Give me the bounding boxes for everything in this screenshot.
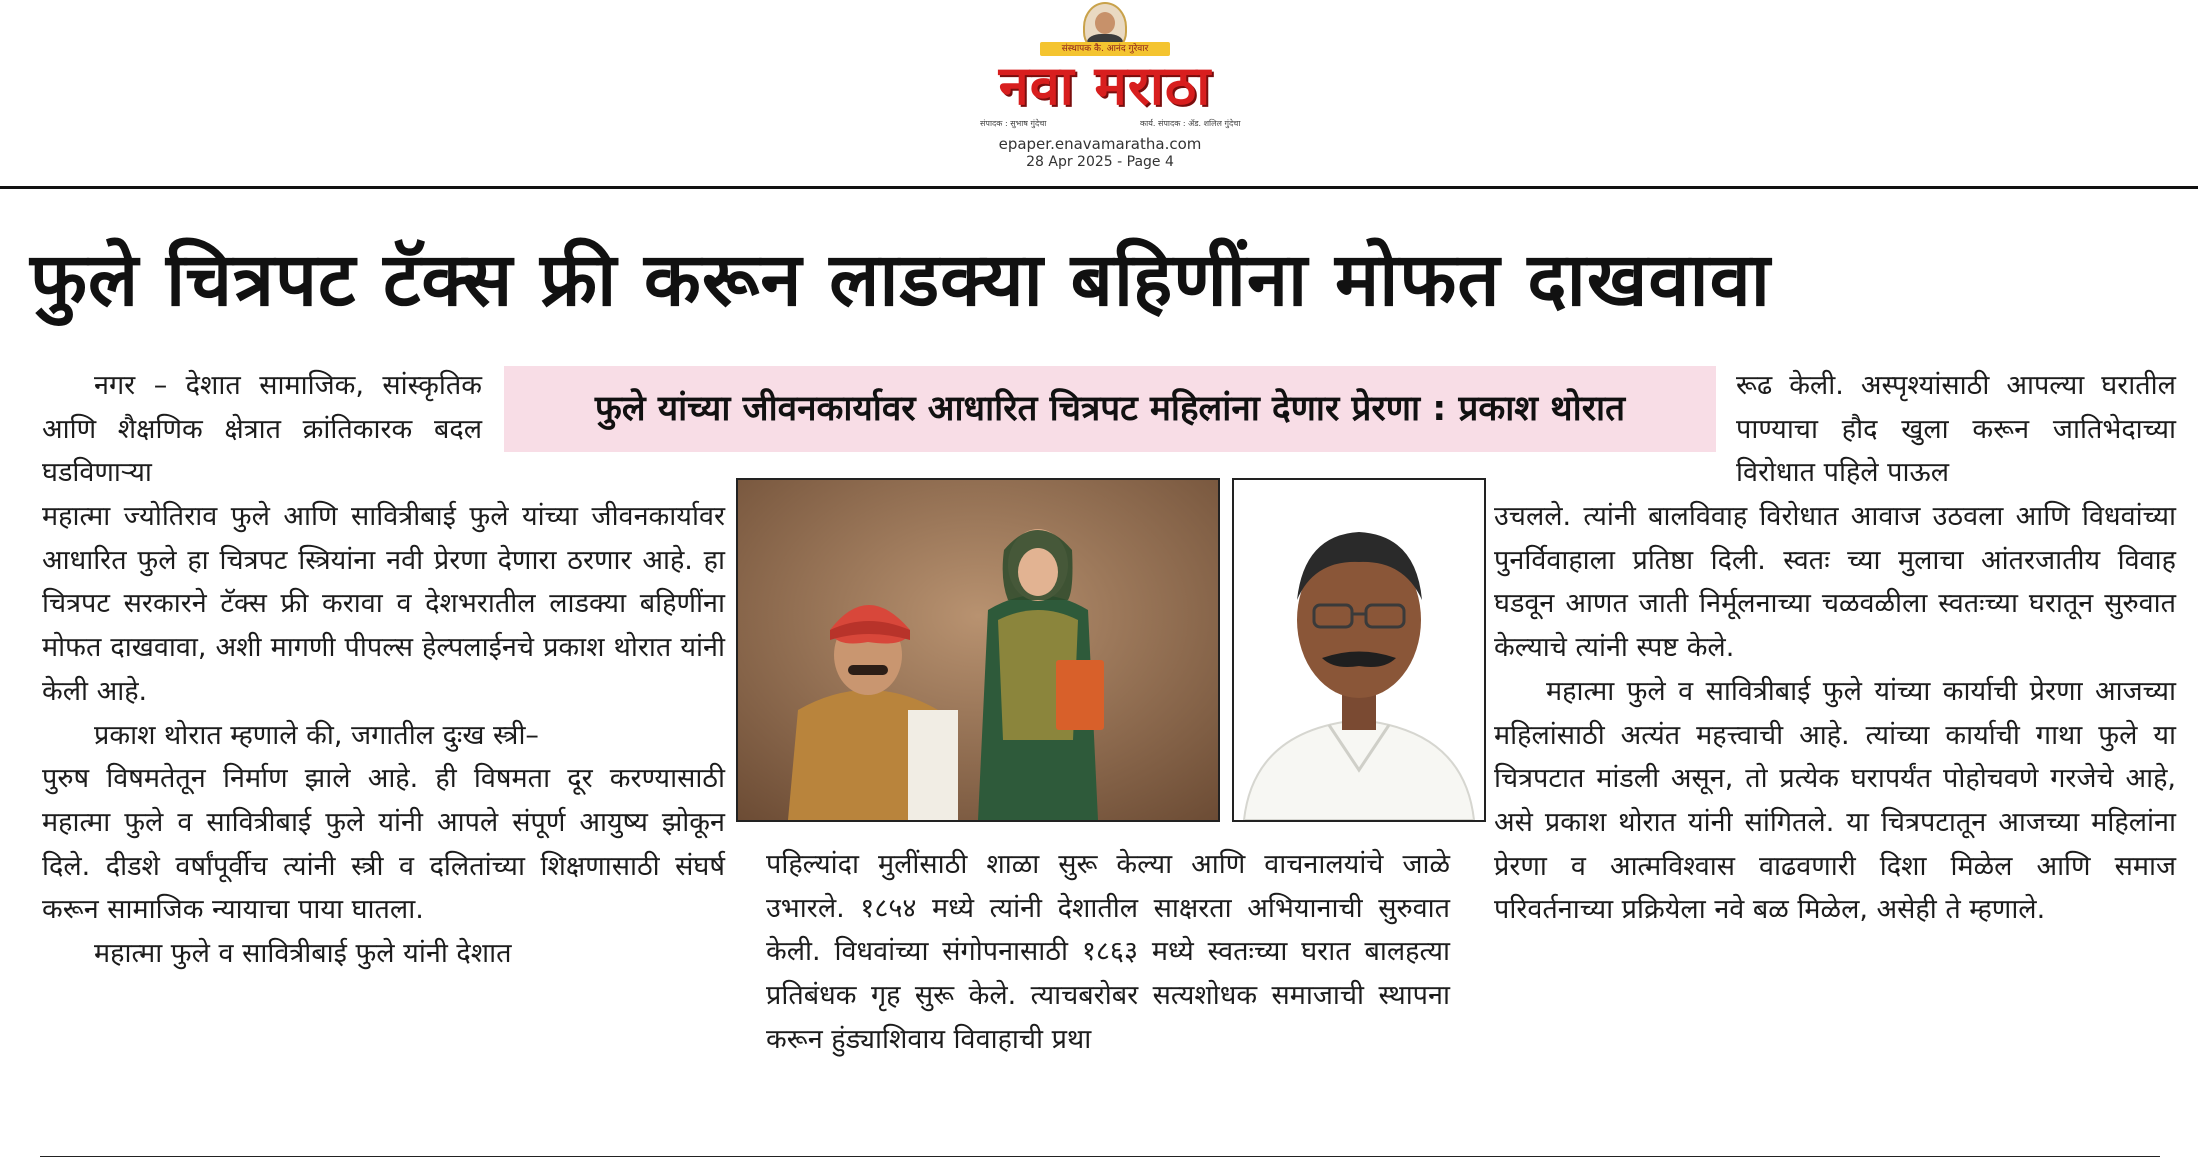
left-column-top [42,364,482,495]
page-reference: 28 Apr 2025 - Page 4 [1026,154,1174,170]
article-headline: फुले चित्रपट टॅक्स फ्री करून लाडक्या बहिणींना मोफत दाखवावा [30,237,1771,323]
logo-banner: संस्थापक कै. आनंद गुरेवार [1040,42,1170,56]
masthead [0,0,2198,185]
right-paragraph-2: महात्मा फुले व सावित्रीबाई फुले यांच्या कार्याची प्रेरणा आजच्या महिलांसाठी अत्यंत महत्त्वाची आहे. त्यांच्या कार्याची गाथा फुले या चित्रपटात मांडली असून, तो प्रत्येक घरापर्यंत पोहोचवणे गरजेचे आहे, असे प्रकाश थोरात यांनी सांगितले. या चित्रपटातून आजच्या महिलांना प्रेरणा व आत्मविश्वास वाढवणारी दिशा मिळेल आणि समाज परिवर्तनाच्या प्रक्रियेला नवे बळ मिळेल, असेही ते म्हणाले. [1494,675,2176,926]
top-divider [0,186,2198,189]
website-url[interactable]: epaper.enavamaratha.com [998,135,1202,153]
right-paragraph-start: रूढ केली. अस्पृश्यांसाठी आपल्या घरातील पाण्याचा हौद खुला करून जातिभेदाच्या विरोधात पहिले पाऊल [1736,370,2176,489]
film-still-photo [736,478,1220,822]
paragraph-2-start: प्रकाश थोरात म्हणाले की, जगातील दुःख स्त्री– [94,719,539,751]
newspaper-logo: नवा मराठा [998,53,1212,117]
article-subheadline: फुले यांच्या जीवनकार्यावर आधारित चित्रपट महिलांना देणार प्रेरणा : प्रकाश थोरात [504,366,1716,452]
left-column [42,495,725,976]
right-column-top [1736,364,2176,495]
middle-paragraph: पहिल्यांदा मुलींसाठी शाळा सुरू केल्या आणि वाचनालयांचे जाळे उभारले. १८५४ मध्ये त्यांनी देशातील साक्षरता अभियानाची सुरुवात केली. विधवांच्या संगोपनासाठी १८६३ मध्ये स्वतःच्या घरात बालहत्या प्रतिबंधक गृह सुरू केले. त्याचबरोबर सत्यशोधक समाजाची स्थापना करून हुंड्याशिवाय विवाहाची प्रथा [766,849,1450,1055]
executive-editor-credit: कार्य. संपादक : ॲड. शलिल गुंदेचा [1140,119,1241,128]
editor-credit: संपादक : सुभाष गुंदेचा [980,119,1047,128]
middle-column [766,843,1450,1062]
right-column [1494,495,2176,932]
paragraph-3: महात्मा फुले व सावित्रीबाई फुले यांनी देशात [94,938,512,970]
lead-paragraph-rest: महात्मा ज्योतिराव फुले आणि सावित्रीबाई फुले यांच्या जीवनकार्यावर आधारित फुले हा चित्रपट स्त्रियांना नवी प्रेरणा देणारा ठरणार आहे. हा चित्रपट सरकारने टॅक्स फ्री करावा व देशभरातील लाडक्या बहिणींना मोफत दाखवावा, अशी मागणी पीपल्स हेल्पलाईनचे प्रकाश थोरात यांनी केली आहे. [42,501,725,707]
lead-paragraph-start: नगर – देशात सामाजिक, सांस्कृतिक आणि शैक्षणिक क्षेत्रात क्रांतिकारक बदल घडविणाऱ्या [42,370,482,489]
portrait-photo [1232,478,1486,822]
paragraph-2-rest: पुरुष विषमतेतून निर्माण झाले आहे. ही विषमता दूर करण्यासाठी महात्मा फुले व सावित्रीबाई फुले यांनी आपले संपूर्ण आयुष्य झोकून दिले. दीडशे वर्षांपूर्वीच त्यांनी स्त्री व दलितांच्या शिक्षणासाठी संघर्ष करून सामाजिक न्यायाचा पाया घातला. [42,763,725,926]
right-paragraph-rest: उचलले. त्यांनी बालविवाह विरोधात आवाज उठवला आणि विधवांच्या पुनर्विवाहाला प्रतिष्ठा दिली. स्वतः च्या मुलाचा आंतरजातीय विवाह घडवून आणत जाती निर्मूलनाच्या चळवळीला स्वतःच्या घरातून सुरुवात केल्याचे त्यांनी स्पष्ट केले. [1494,501,2176,664]
